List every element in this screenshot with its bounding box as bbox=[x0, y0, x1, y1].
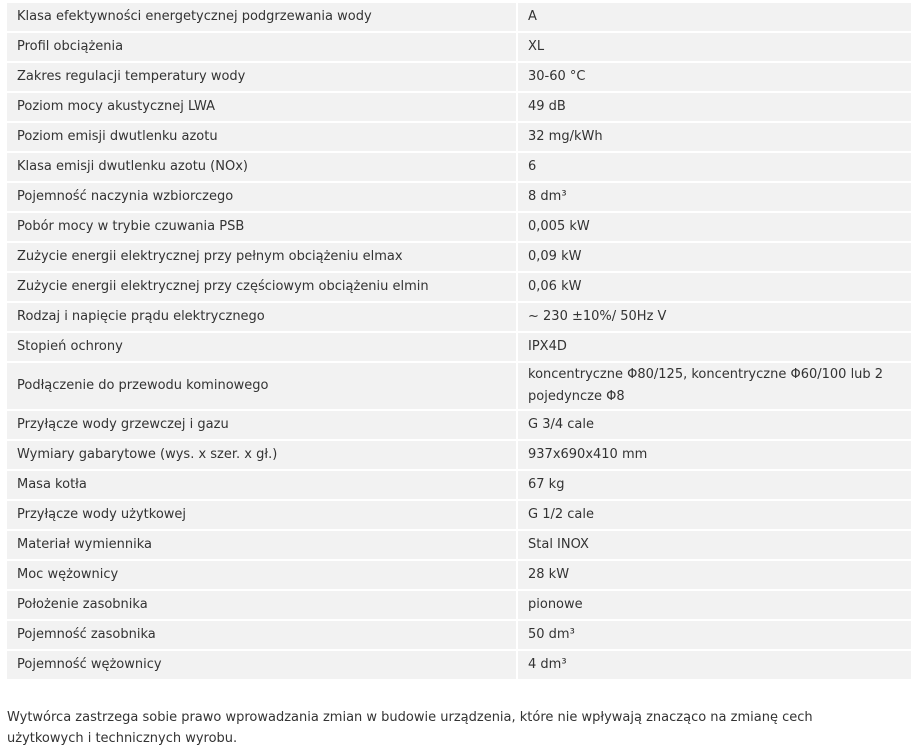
spec-row bbox=[7, 123, 911, 151]
spec-label: Podłączenie do przewodu kominowego bbox=[7, 363, 518, 409]
spec-row bbox=[7, 651, 911, 679]
spec-label: Poziom emisji dwutlenku azotu bbox=[7, 123, 518, 151]
spec-label: Rodzaj i napięcie prądu elektrycznego bbox=[7, 303, 518, 331]
spec-row bbox=[7, 303, 911, 331]
spec-label: Zużycie energii elektrycznej przy pełnym obciążeniu elmax bbox=[7, 243, 518, 271]
spec-value: 8 dm³ bbox=[518, 183, 911, 211]
spec-row bbox=[7, 591, 911, 619]
spec-label: Zużycie energii elektrycznej przy częściowym obciążeniu elmin bbox=[7, 273, 518, 301]
spec-label: Pobór mocy w trybie czuwania PSB bbox=[7, 213, 518, 241]
spec-value: A bbox=[518, 3, 911, 31]
spec-row bbox=[7, 411, 911, 439]
spec-value: 67 kg bbox=[518, 471, 911, 499]
spec-label: Położenie zasobnika bbox=[7, 591, 518, 619]
spec-row bbox=[7, 273, 911, 301]
spec-value: 0,09 kW bbox=[518, 243, 911, 271]
spec-label: Profil obciążenia bbox=[7, 33, 518, 61]
spec-label: Pojemność naczynia wzbiorczego bbox=[7, 183, 518, 211]
spec-value: IPX4D bbox=[518, 333, 911, 361]
spec-label: Poziom mocy akustycznej LWA bbox=[7, 93, 518, 121]
spec-value: 32 mg/kWh bbox=[518, 123, 911, 151]
spec-value: pionowe bbox=[518, 591, 911, 619]
spec-row bbox=[7, 3, 911, 31]
spec-table-body bbox=[7, 3, 911, 679]
spec-row bbox=[7, 333, 911, 361]
spec-value: XL bbox=[518, 33, 911, 61]
spec-value: 4 dm³ bbox=[518, 651, 911, 679]
spec-row bbox=[7, 471, 911, 499]
spec-row bbox=[7, 531, 911, 559]
spec-row bbox=[7, 561, 911, 589]
spec-value: G 3/4 cale bbox=[518, 411, 911, 439]
spec-label: Stopień ochrony bbox=[7, 333, 518, 361]
spec-value: 0,06 kW bbox=[518, 273, 911, 301]
spec-row bbox=[7, 213, 911, 241]
spec-row bbox=[7, 153, 911, 181]
spec-row bbox=[7, 501, 911, 529]
spec-value: 30-60 °C bbox=[518, 63, 911, 91]
spec-value: 28 kW bbox=[518, 561, 911, 589]
spec-label: Moc wężownicy bbox=[7, 561, 518, 589]
spec-row bbox=[7, 441, 911, 469]
spec-label: Wymiary gabarytowe (wys. x szer. x gł.) bbox=[7, 441, 518, 469]
spec-value: Stal INOX bbox=[518, 531, 911, 559]
spec-label: Masa kotła bbox=[7, 471, 518, 499]
spec-value: ~ 230 ±10%/ 50Hz V bbox=[518, 303, 911, 331]
spec-label: Pojemność zasobnika bbox=[7, 621, 518, 649]
spec-value: 0,005 kW bbox=[518, 213, 911, 241]
spec-row bbox=[7, 63, 911, 91]
spec-value: koncentryczne Φ80/125, koncentryczne Φ60/100 lub 2 pojedyncze Φ8 bbox=[518, 363, 911, 409]
spec-row bbox=[7, 93, 911, 121]
spec-value: 49 dB bbox=[518, 93, 911, 121]
spec-table bbox=[7, 1, 911, 681]
spec-label: Klasa emisji dwutlenku azotu (NOx) bbox=[7, 153, 518, 181]
spec-label: Pojemność wężownicy bbox=[7, 651, 518, 679]
spec-row bbox=[7, 621, 911, 649]
spec-row bbox=[7, 363, 911, 409]
spec-value: G 1/2 cale bbox=[518, 501, 911, 529]
spec-label: Zakres regulacji temperatury wody bbox=[7, 63, 518, 91]
spec-row bbox=[7, 183, 911, 211]
spec-row bbox=[7, 243, 911, 271]
spec-value: 937x690x410 mm bbox=[518, 441, 911, 469]
spec-value: 50 dm³ bbox=[518, 621, 911, 649]
spec-row bbox=[7, 33, 911, 61]
spec-label: Klasa efektywności energetycznej podgrzewania wody bbox=[7, 3, 518, 31]
spec-value: 6 bbox=[518, 153, 911, 181]
disclaimer-note: Wytwórca zastrzega sobie prawo wprowadzania zmian w budowie urządzenia, które nie wpływają znacząco na zmianę cech użytkowych i technicznych wyrobu. bbox=[7, 710, 813, 746]
spec-label: Przyłącze wody grzewczej i gazu bbox=[7, 411, 518, 439]
spec-label: Materiał wymiennika bbox=[7, 531, 518, 559]
spec-label: Przyłącze wody użytkowej bbox=[7, 501, 518, 529]
